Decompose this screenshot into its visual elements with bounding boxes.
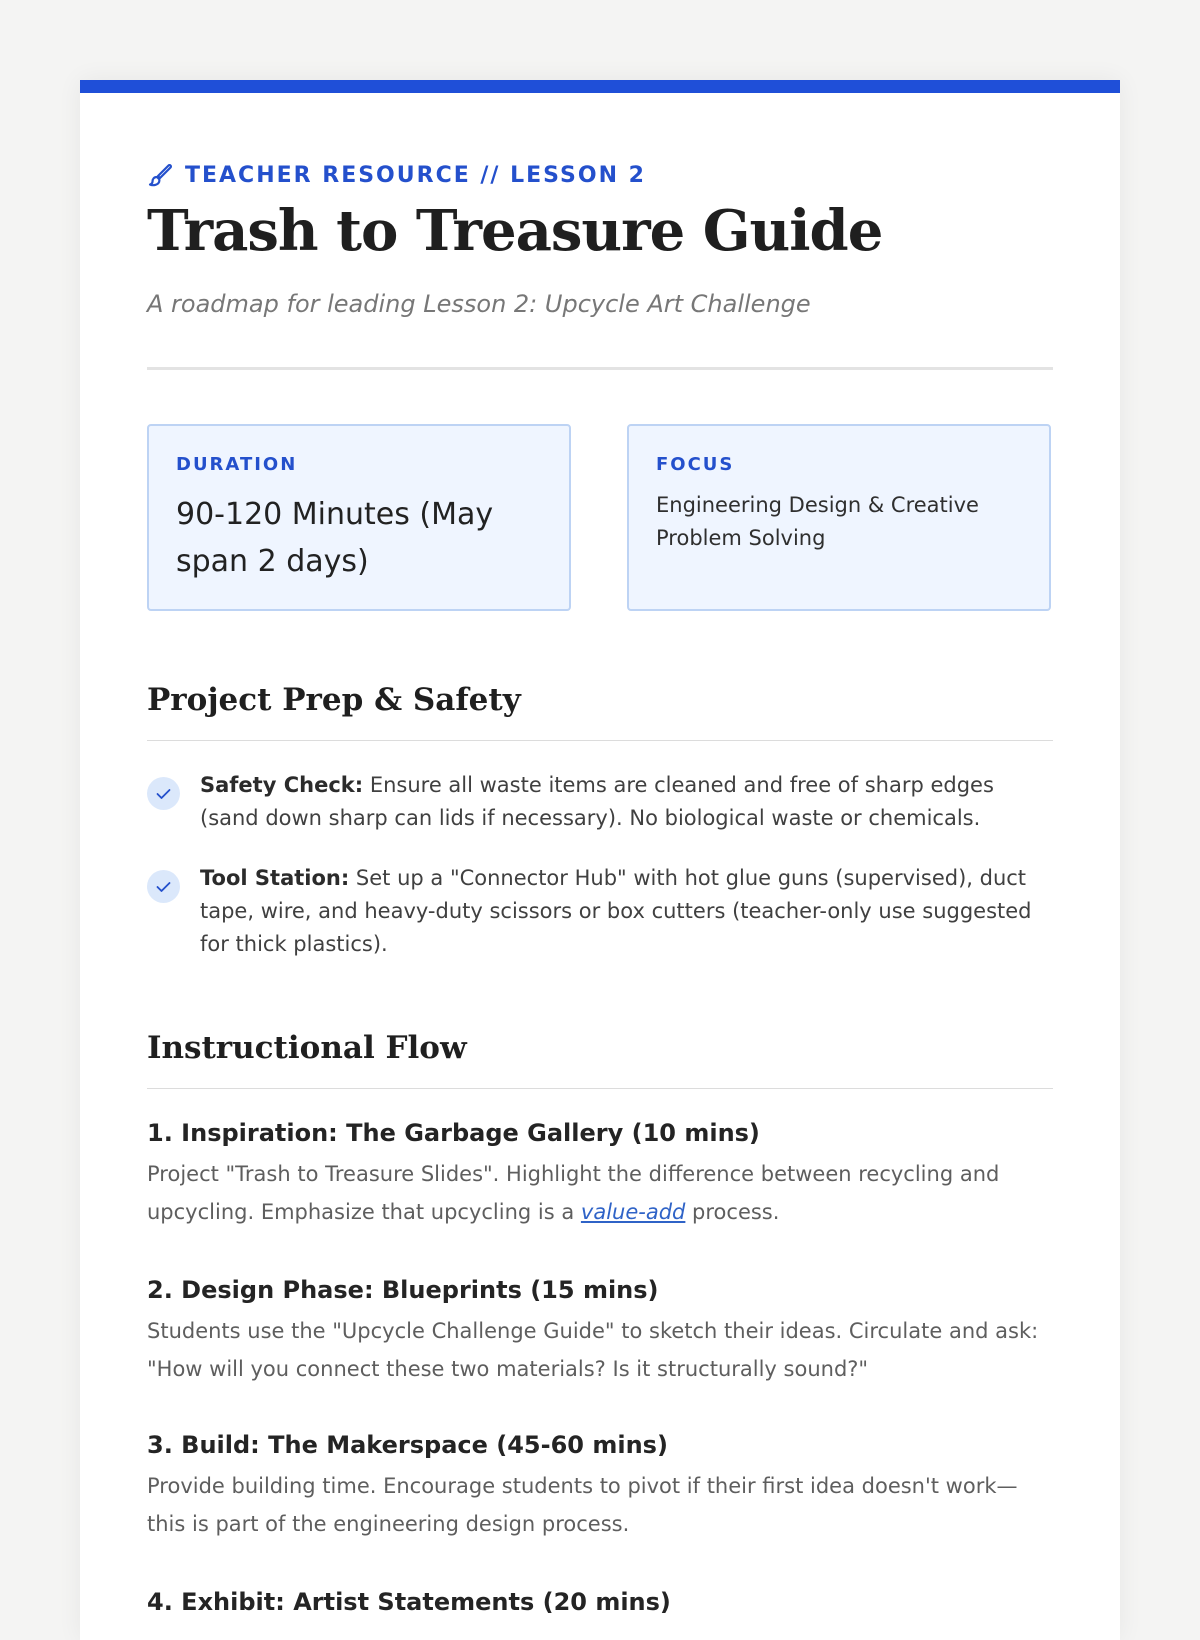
duration-label: DURATION bbox=[176, 454, 298, 475]
duration-box bbox=[147, 424, 571, 611]
checklist-item-text bbox=[200, 862, 1050, 961]
step-description-text: process. bbox=[685, 1200, 780, 1224]
focus-box bbox=[627, 424, 1051, 611]
prep-divider bbox=[147, 740, 1053, 741]
flow-step bbox=[147, 1431, 1053, 1543]
step-description bbox=[147, 1155, 1053, 1231]
checklist-item-text bbox=[200, 769, 1050, 835]
step-description-text: Project "Trash to Treasure Slides". Highlight the difference between recycling and upcycling. Emphasize that upcycling is a bbox=[147, 1162, 1000, 1224]
accent-top-bar bbox=[80, 80, 1120, 93]
flow-heading: Instructional Flow bbox=[147, 1030, 467, 1066]
flow-step bbox=[147, 1276, 1053, 1388]
page-subtitle: A roadmap for leading Lesson 2: Upcycle Art Challenge bbox=[147, 290, 811, 318]
checklist-item-body: Set up a "Connector Hub" with hot glue guns (supervised), duct tape, wire, and heavy-duty scissors or box cutters (teacher-only use suggested for thick plastics). bbox=[200, 866, 1032, 956]
step-title: 4. Exhibit: Artist Statements (20 mins) bbox=[147, 1588, 671, 1616]
eyebrow-text: TEACHER RESOURCE // LESSON 2 bbox=[185, 162, 646, 188]
page-title: Trash to Treasure Guide bbox=[147, 198, 883, 264]
step-description: Students use the "Upcycle Challenge Guide" to sketch their ideas. Circulate and ask: "How will you connect these two materials? Is it structurally sound?" bbox=[147, 1319, 1039, 1381]
focus-value: Engineering Design & Creative Problem Solving bbox=[656, 493, 979, 550]
prep-heading: Project Prep & Safety bbox=[147, 682, 521, 718]
lesson-guide-card bbox=[80, 80, 1120, 1640]
header-divider bbox=[147, 367, 1053, 370]
flow-step bbox=[147, 1119, 1053, 1231]
step-title: 1. Inspiration: The Garbage Gallery (10 mins) bbox=[147, 1119, 760, 1147]
step-title: 3. Build: The Makerspace (45-60 mins) bbox=[147, 1431, 668, 1459]
duration-value: 90-120 Minutes (May span 2 days) bbox=[176, 497, 494, 579]
focus-label: FOCUS bbox=[656, 454, 735, 475]
flow-step bbox=[147, 1588, 1053, 1624]
paintbrush-icon bbox=[147, 162, 173, 188]
checkmark-icon bbox=[147, 870, 180, 903]
step-description: Provide building time. Encourage students to pivot if their first idea doesn't work—this is part of the engineering design process. bbox=[147, 1474, 1018, 1536]
checklist-item-label: Tool Station: bbox=[200, 866, 350, 890]
checklist-item-body: Ensure all waste items are cleaned and free of sharp edges (sand down sharp can lids if necessary). No biological waste or chemicals. bbox=[200, 773, 994, 830]
checklist-item-label: Safety Check: bbox=[200, 773, 364, 797]
flow-divider bbox=[147, 1088, 1053, 1089]
step-title: 2. Design Phase: Blueprints (15 mins) bbox=[147, 1276, 659, 1304]
checkmark-icon bbox=[147, 777, 180, 810]
value-add-link[interactable]: value-add bbox=[580, 1200, 686, 1224]
eyebrow-label bbox=[147, 162, 646, 188]
